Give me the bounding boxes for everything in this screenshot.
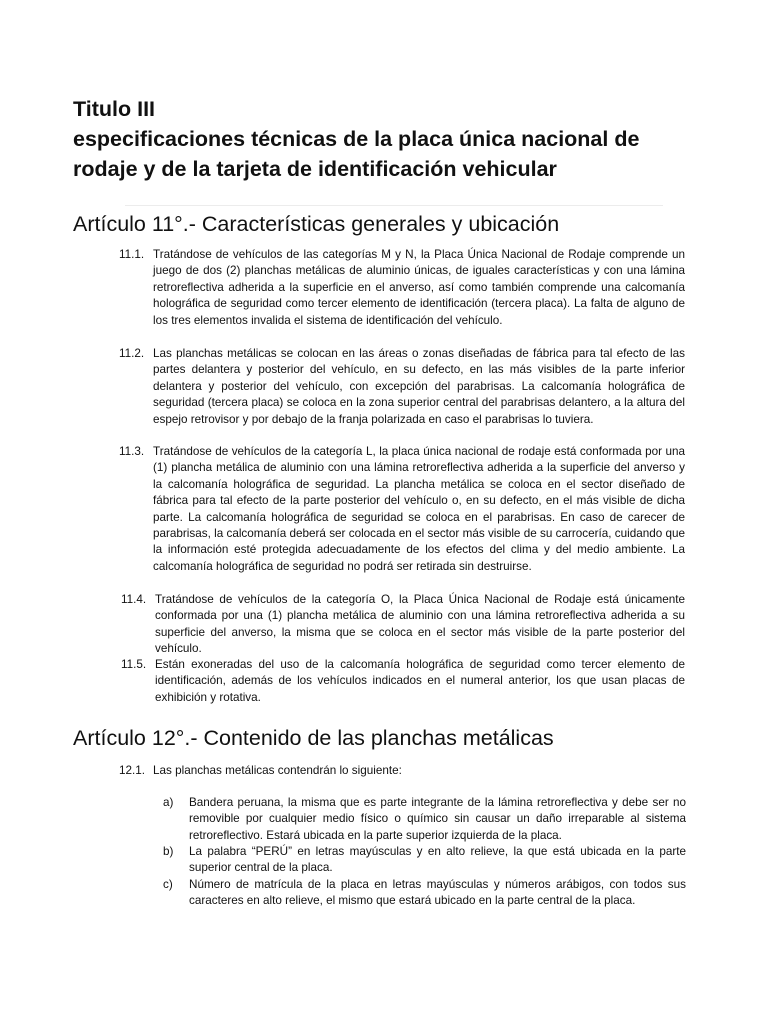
- item-text: Las planchas metálicas se colocan en las áreas o zonas diseñadas de fábrica para tal efecto de las partes delantera y posterior del vehículo, en su defecto, en las más visibles de la parte inferior delantera y posterior del vehículo, con excepción del parabrisas. La calcomanía holográfica de seguridad (tercera placa) se coloca en la zona superior central del parabrisas delantero, a la altura del espejo retrovisor y por debajo de la franja polarizada en caso el parabrisas lo tuviera.: [153, 347, 685, 426]
- list-item-b: [163, 844, 686, 877]
- article-11-item-4: [121, 592, 685, 658]
- list-item-c: [163, 877, 686, 910]
- list-text: Bandera peruana, la misma que es parte integrante de la lámina retroreflectiva y debe ser no removible por cualquier medio físico o químico sin causar un daño irreparable al sistema retroreflectivo. Estará ubicada en la parte superior izquierda de la placa.: [189, 796, 686, 842]
- title-line-2: especificaciones técnicas de la placa única nacional de: [73, 127, 640, 151]
- item-number: 11.4.: [121, 593, 147, 606]
- article-11-heading: Artículo 11°.- Características generales y ubicación: [73, 212, 560, 236]
- item-number: 11.1.: [119, 248, 145, 261]
- item-text: Tratándose de vehículos de las categorías M y N, la Placa Única Nacional de Rodaje comprende un juego de dos (2) planchas metálicas de aluminio únicas, de iguales características y con una lámina retroreflectiva adherida a la superficie en el anverso, así como también comprende una calcomanía holográfica de seguridad como tercer elemento de identificación (tercera placa). La falta de alguno de los tres elementos invalida el sistema de identificación del vehículo.: [153, 248, 685, 327]
- list-marker: b): [163, 845, 174, 858]
- list-text: Número de matrícula de la placa en letras mayúsculas y números arábigos, con todos sus caracteres en alto relieve, el mismo que estará ubicado en la parte central de la placa.: [189, 878, 686, 908]
- article-11-item-1: [119, 247, 685, 329]
- list-item-a: [163, 795, 686, 844]
- title-divider: [125, 205, 663, 206]
- article-11-item-3: [119, 444, 685, 575]
- item-number: 11.5.: [121, 658, 147, 671]
- article-12-item-1: [119, 763, 573, 779]
- article-11-item-2: [119, 346, 685, 428]
- item-text: Las planchas metálicas contendrán lo siguiente:: [153, 764, 402, 777]
- item-text: Están exoneradas del uso de la calcomanía holográfica de seguridad como tercer elemento de identificación, además de los vehículos indicados en el numeral anterior, los que usan placas de exhibición y rotativa.: [155, 658, 685, 704]
- item-number: 12.1.: [119, 764, 145, 777]
- list-text: La palabra “PERÚ” en letras mayúsculas y en alto relieve, la que está ubicada en la parte superior central de la placa.: [189, 845, 686, 875]
- item-number: 11.2.: [119, 347, 145, 360]
- article-11-item-5: [121, 657, 685, 706]
- item-text: Tratándose de vehículos de la categoría O, la Placa Única Nacional de Rodaje está únicamente conformada por una (1) plancha metálica de aluminio con una lámina retroreflectiva adherida a su superficie del anverso, la misma que se coloca en el sector más visible de la parte posterior del vehículo.: [155, 593, 685, 656]
- list-marker: c): [163, 878, 173, 891]
- article-12-heading: Artículo 12°.- Contenido de las planchas metálicas: [73, 726, 554, 750]
- item-number: 11.3.: [119, 445, 145, 458]
- document-title: [73, 94, 713, 184]
- item-text: Tratándose de vehículos de la categoría L, la placa única nacional de rodaje está conformada por una (1) plancha metálica de aluminio con una lámina retroreflectiva adherida a la superficie del anverso y la calcomanía holográfica de seguridad. La plancha metálica se coloca en el sector diseñado de fábrica para tal efecto de la parte posterior del vehículo o, en su defecto, en el más visible de dicha parte. La calcomanía holográfica de seguridad se coloca en el parabrisas. En caso de carecer de parabrisas, la calcomanía deberá ser colocada en el sector más visible de su carrocería, cuidando que la información esté protegida adecuadamente de los efectos del clima y del medio ambiente. La calcomanía holográfica de seguridad no podrá ser retirada sin destruirse.: [153, 445, 685, 573]
- title-line-3: rodaje y de la tarjeta de identificación vehicular: [73, 157, 557, 181]
- title-line-1: Titulo III: [73, 97, 156, 121]
- list-marker: a): [163, 796, 174, 809]
